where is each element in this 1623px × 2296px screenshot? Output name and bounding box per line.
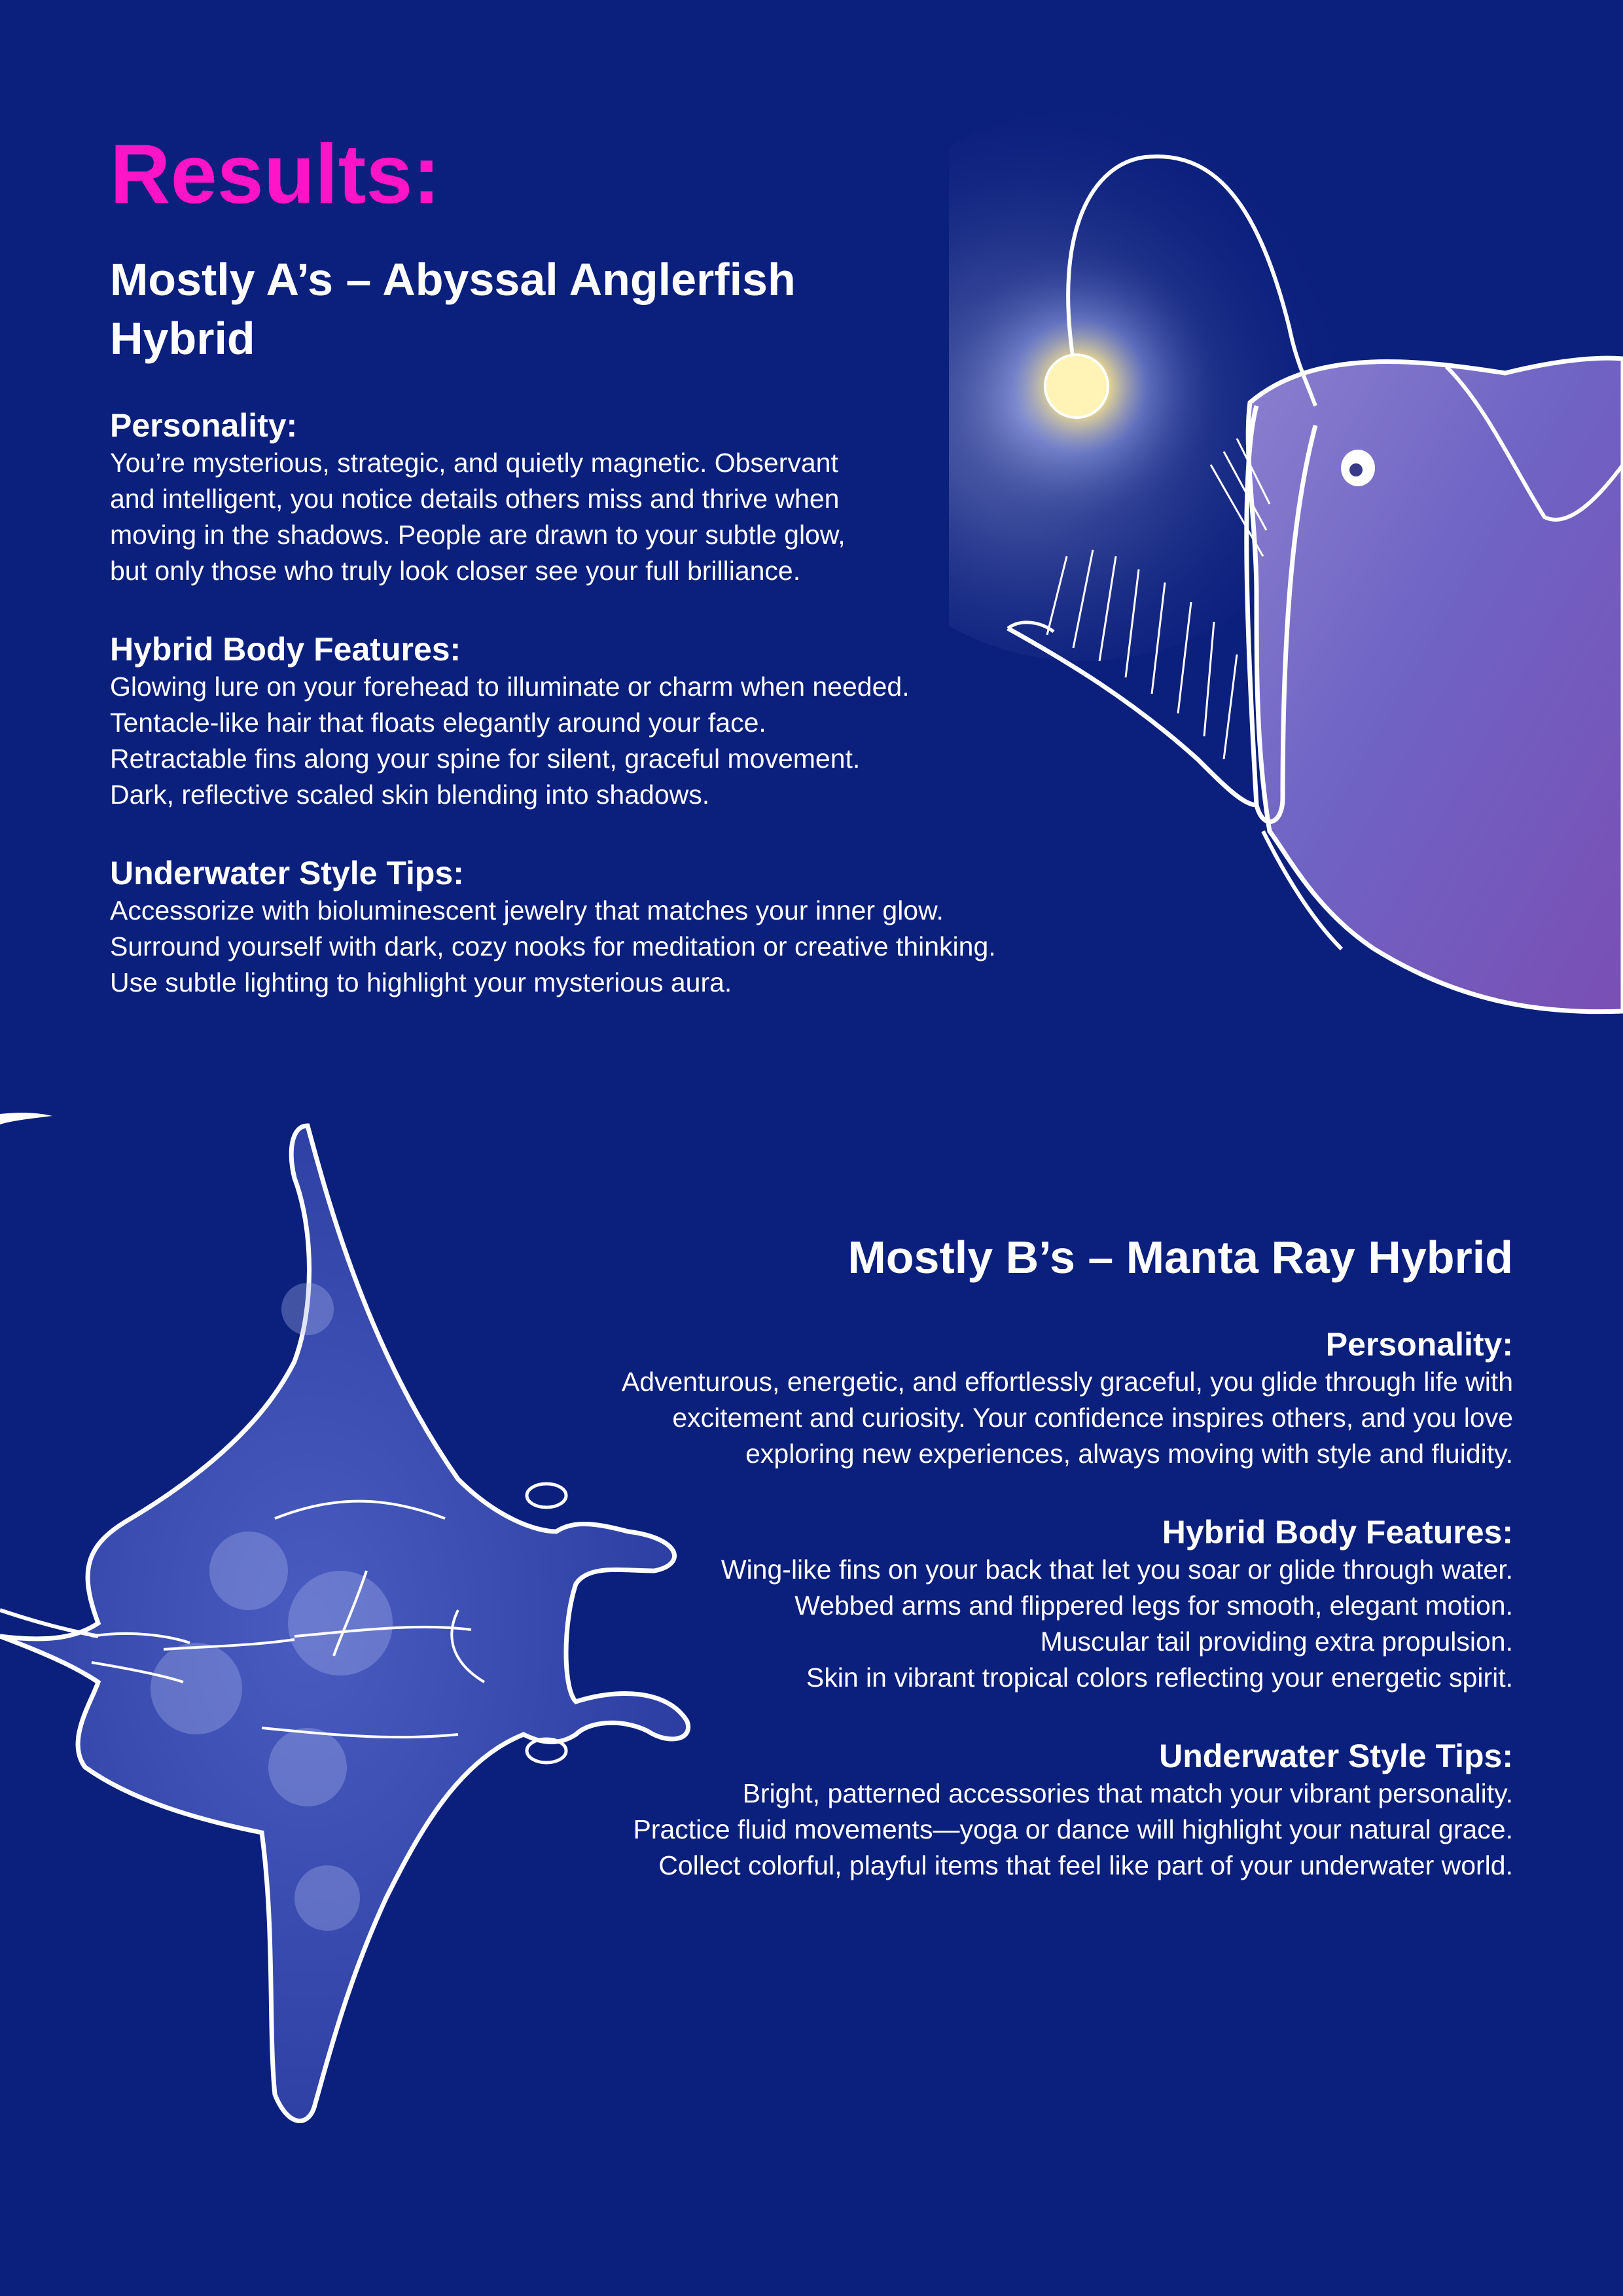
result-section-b [597, 1228, 1513, 1924]
feature-item: Tentacle-like hair that floats elegantly around your face. [110, 708, 766, 738]
result-b-style-label: Underwater Style Tips: [1159, 1738, 1513, 1774]
feature-item: Wing-like fins on your back that let you soar or glide through water. [721, 1554, 1513, 1585]
style-tip-item: Use subtle lighting to highlight your mysterious aura. [110, 967, 732, 997]
results-title: Results: [110, 128, 440, 221]
style-tip-item: Bright, patterned accessories that match your vibrant personality. [742, 1778, 1513, 1808]
result-b-features-label: Hybrid Body Features: [1162, 1514, 1513, 1551]
feature-item: Dark, reflective scaled skin blending into shadows. [110, 780, 710, 810]
result-a-personality-text: You’re mysterious, strategic, and quietly magnetic. Observant and intelligent, you notice details others miss and thrive when moving in the shadows. People are drawn to your subtle glow, but only those who truly look closer see your full brilliance. [110, 448, 846, 586]
result-b-personality-text: Adventurous, energetic, and effortlessly graceful, you glide through life with excitement and curiosity. Your confidence inspires others, and you love exploring new experiences, always moving with style and fluidity. [621, 1367, 1513, 1469]
result-b-personality-label: Personality: [1325, 1326, 1513, 1363]
feature-item: Muscular tail providing extra propulsion. [1040, 1626, 1513, 1657]
result-b-features [597, 1513, 1513, 1696]
result-b-personality [597, 1325, 1513, 1472]
result-a-personality-label: Personality: [110, 407, 298, 444]
feature-item: Retractable fins along your spine for silent, graceful movement. [110, 744, 861, 774]
result-a-features-label: Hybrid Body Features: [110, 631, 461, 668]
result-a-personality [110, 406, 1079, 589]
style-tip-item: Practice fluid movements—yoga or dance will highlight your natural grace. [633, 1814, 1513, 1844]
feature-item: Webbed arms and flippered legs for smooth, elegant motion. [794, 1590, 1513, 1621]
result-b-style-tips [597, 1736, 1513, 1884]
result-a-style-tips [110, 853, 1079, 1001]
style-tip-item: Surround yourself with dark, cozy nooks for meditation or creative thinking. [110, 931, 996, 961]
style-tip-item: Collect colorful, playful items that feel like part of your underwater world. [658, 1850, 1513, 1880]
style-tip-item: Accessorize with bioluminescent jewelry that matches your inner glow. [110, 895, 944, 925]
feature-item: Glowing lure on your forehead to illuminate or charm when needed. [110, 672, 910, 702]
result-section-a [110, 250, 1079, 1041]
feature-item: Skin in vibrant tropical colors reflecting your energetic spirit. [806, 1662, 1513, 1693]
result-a-heading: Mostly A’s – Abyssal Anglerfish Hybrid [110, 254, 796, 364]
result-b-heading: Mostly B’s – Manta Ray Hybrid [847, 1232, 1513, 1283]
result-a-features [110, 630, 1079, 813]
result-a-style-label: Underwater Style Tips: [110, 855, 464, 891]
